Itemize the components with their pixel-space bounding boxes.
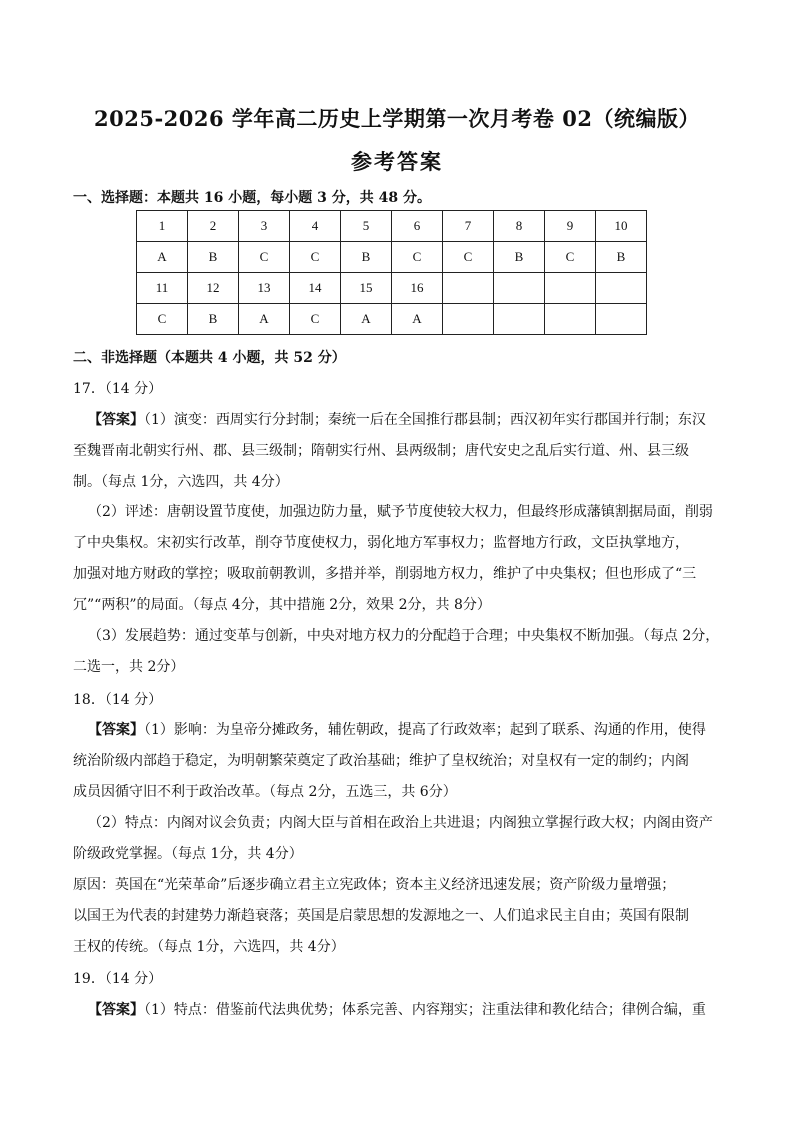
text-line	[73, 715, 723, 746]
table-cell: C	[239, 242, 290, 273]
table-cell	[443, 273, 494, 304]
q18-answer-part3	[73, 870, 723, 963]
text-line: 统治阶级内部趋于稳定，为明朝繁荣奠定了政治基础；维护了皇权统治；对皇权有一定的制约；内阁	[73, 753, 689, 769]
table-cell: 8	[494, 211, 545, 242]
text-line: 二选一，共 2分）	[73, 659, 185, 675]
table-cell	[596, 304, 647, 335]
text-line: 原因：英国在“光荣革命”后逐步确立君主立宪政体；资本主义经济迅速发展；资产阶级力量增强；	[73, 877, 676, 893]
table-row	[137, 304, 647, 335]
text-line: 制。（每点 1分，六选四，共 4分）	[73, 474, 289, 490]
answer-table	[136, 210, 647, 335]
table-cell: B	[188, 242, 239, 273]
q17-answer-part1	[73, 405, 723, 498]
answer-tag: 【答案】	[88, 1002, 144, 1018]
table-cell: 15	[341, 273, 392, 304]
table-cell: B	[341, 242, 392, 273]
answer-tag: 【答案】	[88, 722, 144, 738]
table-cell: C	[137, 304, 188, 335]
q19-heading: 19．（14 分）	[73, 971, 163, 987]
table-cell: 12	[188, 273, 239, 304]
text-line: 成员因循守旧不利于政治改革。（每点 2分，五选三，共 6分）	[73, 784, 457, 800]
text-line: 了中央集权。宋初实行改革，削夺节度使权力，弱化地方军事权力；监督地方行政，文臣执掌地方，	[73, 535, 689, 551]
section1-heading: 一、选择题：本题共 16 小题，每小题 3 分，共 48 分。	[73, 190, 431, 206]
q17-answer-part3	[73, 621, 723, 683]
table-cell: A	[137, 242, 188, 273]
text-line: 王权的传统。（每点 1分，六选四，共 4分）	[73, 939, 345, 955]
text-line: （2）特点：内阁对议会负责；内阁大臣与首相在政治上共进退；内阁独立掌握行政大权；内阁由资产	[88, 815, 713, 831]
text-line-content: （1）影响：为皇帝分摊政务，辅佐朝政，提高了行政效率；起到了联系、沟通的作用，使得	[144, 722, 706, 738]
q18-answer-part1	[73, 715, 723, 808]
table-cell: C	[290, 304, 341, 335]
table-cell: C	[545, 242, 596, 273]
table-cell	[596, 273, 647, 304]
text-line-content: （1）特点：借鉴前代法典优势；体系完善、内容翔实；注重法律和教化结合；律例合编，重	[144, 1002, 706, 1018]
q19-answer-part1	[73, 995, 723, 1026]
table-row	[137, 211, 647, 242]
table-cell: 7	[443, 211, 494, 242]
text-line: （3）发展趋势：通过变革与创新，中央对地方权力的分配趋于合理；中央集权不断加强。（每点 2分，	[88, 628, 720, 644]
answer-tag: 【答案】	[88, 412, 144, 428]
section2-heading: 二、非选择题（本题共 4 小题，共 52 分）	[73, 350, 346, 366]
text-line: 冗”“两积”的局面。（每点 4分，其中措施 2分，效果 2分，共 8分）	[73, 597, 491, 613]
table-cell: 3	[239, 211, 290, 242]
table-cell: B	[596, 242, 647, 273]
table-cell	[545, 273, 596, 304]
page-title: 2025-2026 学年高二历史上学期第一次月考卷 02（统编版）	[94, 106, 700, 131]
text-line: 至魏晋南北朝实行州、郡、县三级制；隋朝实行州、县两级制；唐代安史之乱后实行道、州、县三级	[73, 443, 689, 459]
table-cell: C	[290, 242, 341, 273]
table-cell: 6	[392, 211, 443, 242]
table-row	[137, 242, 647, 273]
table-cell	[494, 304, 545, 335]
table-cell	[494, 273, 545, 304]
table-cell: 11	[137, 273, 188, 304]
table-cell	[443, 304, 494, 335]
table-cell: 4	[290, 211, 341, 242]
text-line	[73, 405, 723, 436]
table-cell: C	[392, 242, 443, 273]
table-cell: 5	[341, 211, 392, 242]
table-cell: B	[188, 304, 239, 335]
q17-heading: 17．（14 分）	[73, 381, 163, 397]
q17-answer-part2	[73, 497, 723, 621]
text-line: 阶级政党掌握。（每点 1分，共 4分）	[73, 846, 303, 862]
table-row	[137, 273, 647, 304]
table-cell: C	[443, 242, 494, 273]
text-line: 以国王为代表的封建势力渐趋衰落；英国是启蒙思想的发源地之一、人们追求民主自由；英国有限制	[73, 908, 689, 924]
table-cell: 14	[290, 273, 341, 304]
text-line-content: （1）演变：西周实行分封制；秦统一后在全国推行郡县制；西汉初年实行郡国并行制；东汉	[144, 412, 706, 428]
table-cell: 10	[596, 211, 647, 242]
table-cell: A	[239, 304, 290, 335]
q18-answer-part2	[73, 808, 723, 870]
table-cell: B	[494, 242, 545, 273]
table-cell: 13	[239, 273, 290, 304]
q18-heading: 18．（14 分）	[73, 692, 163, 708]
table-cell: A	[341, 304, 392, 335]
text-line	[73, 995, 723, 1026]
text-line: （2）评述：唐朝设置节度使，加强边防力量，赋予节度使较大权力，但最终形成藩镇割据局面，削弱	[88, 504, 713, 520]
page-subtitle: 参考答案	[351, 149, 443, 174]
table-cell: A	[392, 304, 443, 335]
table-cell	[545, 304, 596, 335]
text-line: 加强对地方财政的掌控；吸取前朝教训，多措并举，削弱地方权力，维护了中央集权；但也形成了“三	[73, 566, 697, 582]
table-cell: 2	[188, 211, 239, 242]
table-cell: 9	[545, 211, 596, 242]
table-cell: 16	[392, 273, 443, 304]
table-cell: 1	[137, 211, 188, 242]
